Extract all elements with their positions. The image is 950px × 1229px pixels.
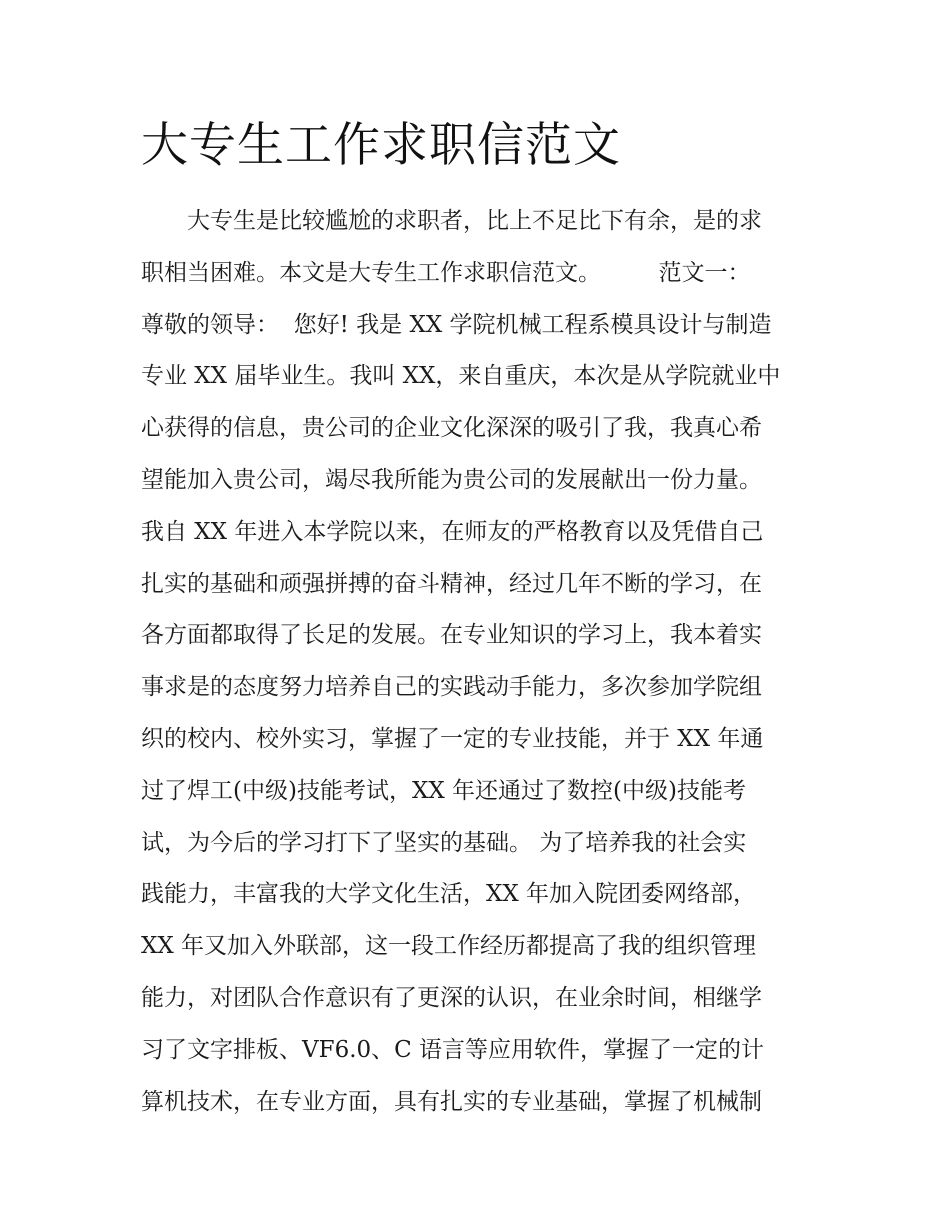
- body-line: 我自 XX 年进入本学院以来，在师友的严格教育以及凭借自己: [141, 518, 764, 545]
- body-line: 过了焊工(中级)技能考试，XX 年还通过了数控(中级)技能考: [141, 777, 746, 804]
- body-line: 践能力，丰富我的大学文化生活，XX 年加入院团委网络部，: [141, 881, 757, 908]
- document-title: 大专生工作求职信范文: [141, 118, 621, 173]
- body-line: 事求是的态度努力培养自己的实践动手能力，多次参加学院组: [141, 674, 762, 701]
- body-line: XX 年又加入外联部，这一段工作经历都提高了我的组织管理: [141, 933, 757, 960]
- body-line: 专业 XX 届毕业生。我叫 XX，来自重庆，本次是从学院就业中: [141, 363, 781, 390]
- body-line: 职相当困难。本文是大专生工作求职信范文。 范文一：: [141, 259, 751, 286]
- document-body: [141, 196, 821, 1128]
- body-line: 试，为今后的学习打下了坚实的基础。 为了培养我的社会实: [141, 829, 747, 856]
- body-line: 习了文字排板、VF6.0、C 语言等应用软件，掌握了一定的计: [141, 1036, 765, 1063]
- body-line: 扎实的基础和顽强拼搏的奋斗精神，经过几年不断的学习，在: [141, 570, 762, 597]
- body-line: 望能加入贵公司，竭尽我所能为贵公司的发展献出一份力量。: [141, 466, 762, 493]
- body-line: 各方面都取得了长足的发展。在专业知识的学习上，我本着实: [141, 622, 762, 649]
- body-line: 尊敬的领导： 您好! 我是 XX 学院机械工程系模具设计与制造: [141, 311, 772, 338]
- body-line: 心获得的信息，贵公司的企业文化深深的吸引了我，我真心希: [141, 415, 762, 442]
- body-line: 大专生是比较尴尬的求职者，比上不足比下有余，是的求: [141, 208, 762, 234]
- body-line: 织的校内、校外实习，掌握了一定的专业技能，并于 XX 年通: [141, 725, 764, 752]
- body-line: 算机技术，在专业方面，具有扎实的专业基础，掌握了机械制: [141, 1088, 762, 1115]
- body-line: 能力，对团队合作意识有了更深的认识，在业余时间，相继学: [141, 984, 762, 1011]
